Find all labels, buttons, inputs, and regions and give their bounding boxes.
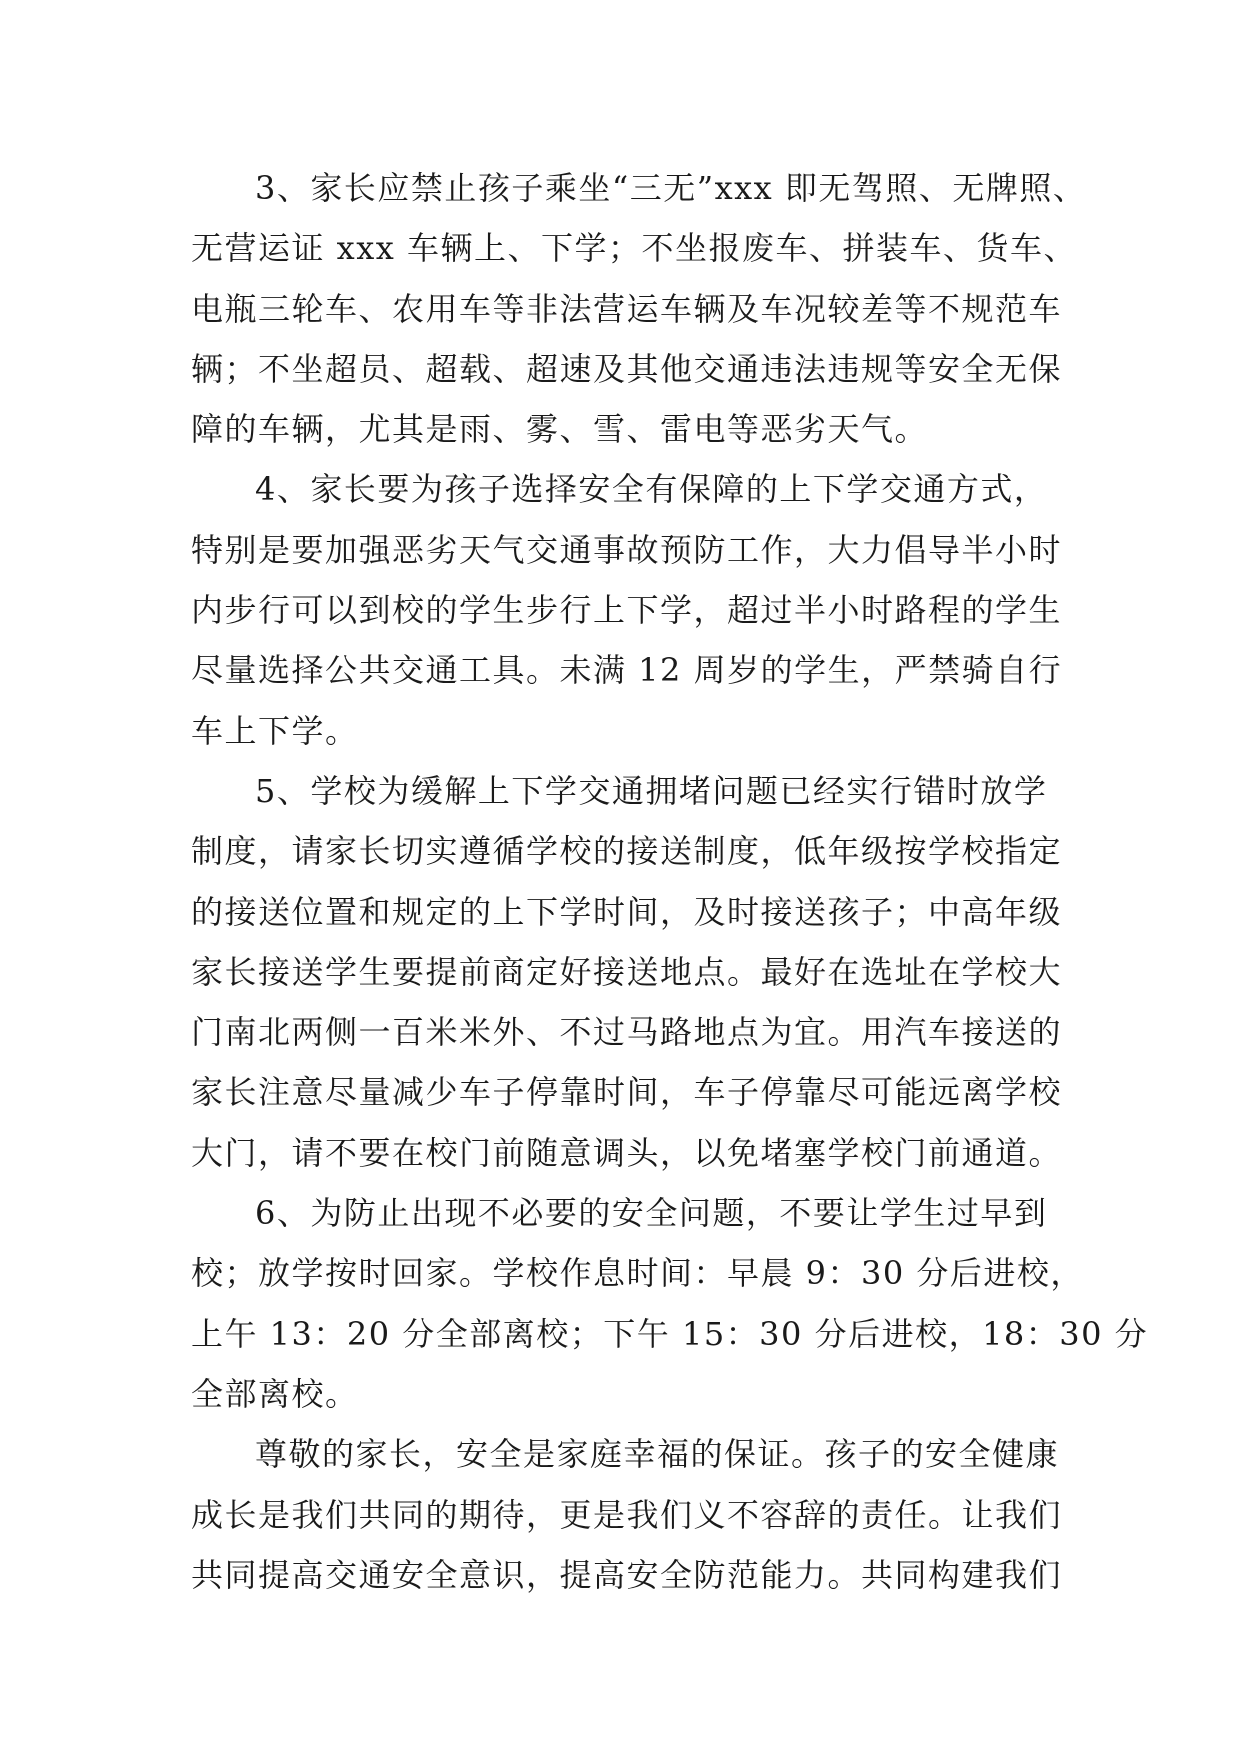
text-line: 6、为防止出现不必要的安全问题，不要让学生过早到 — [255, 1194, 1048, 1233]
text-line: 全部离校。 — [191, 1374, 359, 1413]
text-line: 3、家长应禁止孩子乘坐“三无”xxx 即无驾照、无牌照、 — [255, 169, 1087, 207]
text-line: 大门，请不要在校门前随意调头，以免堵塞学校门前通道。 — [191, 1133, 1063, 1172]
text-line: 障的车辆，尤其是雨、雾、雪、雷电等恶劣天气。 — [191, 410, 929, 449]
text-line: 的接送位置和规定的上下学时间，及时接送孩子；中高年级 — [191, 892, 1063, 931]
paragraph-3 — [191, 158, 1087, 459]
text-line: 电瓶三轮车、农用车等非法营运车辆及车况较差等不规范车 — [191, 289, 1063, 328]
text-line: 制度，请家长切实遵循学校的接送制度，低年级按学校指定 — [191, 832, 1063, 871]
text-line: 上午 13：20 分全部离校；下午 15：30 分后进校，18：30 分 — [191, 1314, 1149, 1353]
text-line: 共同提高交通安全意识，提高安全防范能力。共同构建我们 — [191, 1555, 1063, 1594]
paragraph-4 — [191, 459, 1063, 760]
text-line: 4、家长要为孩子选择安全有保障的上下学交通方式， — [255, 470, 1048, 509]
text-line: 无营运证 xxx 车辆上、下学；不坐报废车、拼装车、货车、 — [191, 229, 1077, 268]
text-line: 门南北两侧一百米米外、不过马路地点为宜。用汽车接送的 — [191, 1013, 1063, 1052]
text-line: 辆；不坐超员、超载、超速及其他交通违法违规等安全无保 — [191, 349, 1063, 388]
paragraph-6 — [191, 1183, 1149, 1424]
document-body — [191, 158, 1149, 1605]
text-line: 尽量选择公共交通工具。未满 12 周岁的学生，严禁骑自行 — [191, 651, 1063, 690]
text-line: 成长是我们共同的期待，更是我们义不容辞的责任。让我们 — [191, 1495, 1063, 1534]
text-line: 5、学校为缓解上下学交通拥堵问题已经实行错时放学 — [255, 771, 1048, 810]
text-line: 车上下学。 — [191, 711, 359, 750]
text-line: 内步行可以到校的学生步行上下学，超过半小时路程的学生 — [191, 591, 1063, 630]
text-line: 家长注意尽量减少车子停靠时间，车子停靠尽可能远离学校 — [191, 1073, 1063, 1112]
text-line: 家长接送学生要提前商定好接送地点。最好在选址在学校大 — [191, 952, 1063, 991]
text-line: 尊敬的家长，安全是家庭幸福的保证。孩子的安全健康 — [255, 1435, 1060, 1474]
text-line: 特别是要加强恶劣天气交通事故预防工作，大力倡导半小时 — [191, 530, 1063, 569]
paragraph-5 — [191, 761, 1063, 1183]
text-line: 校；放学按时回家。学校作息时间：早晨 9：30 分后进校， — [191, 1254, 1084, 1293]
paragraph-closing — [191, 1424, 1063, 1605]
